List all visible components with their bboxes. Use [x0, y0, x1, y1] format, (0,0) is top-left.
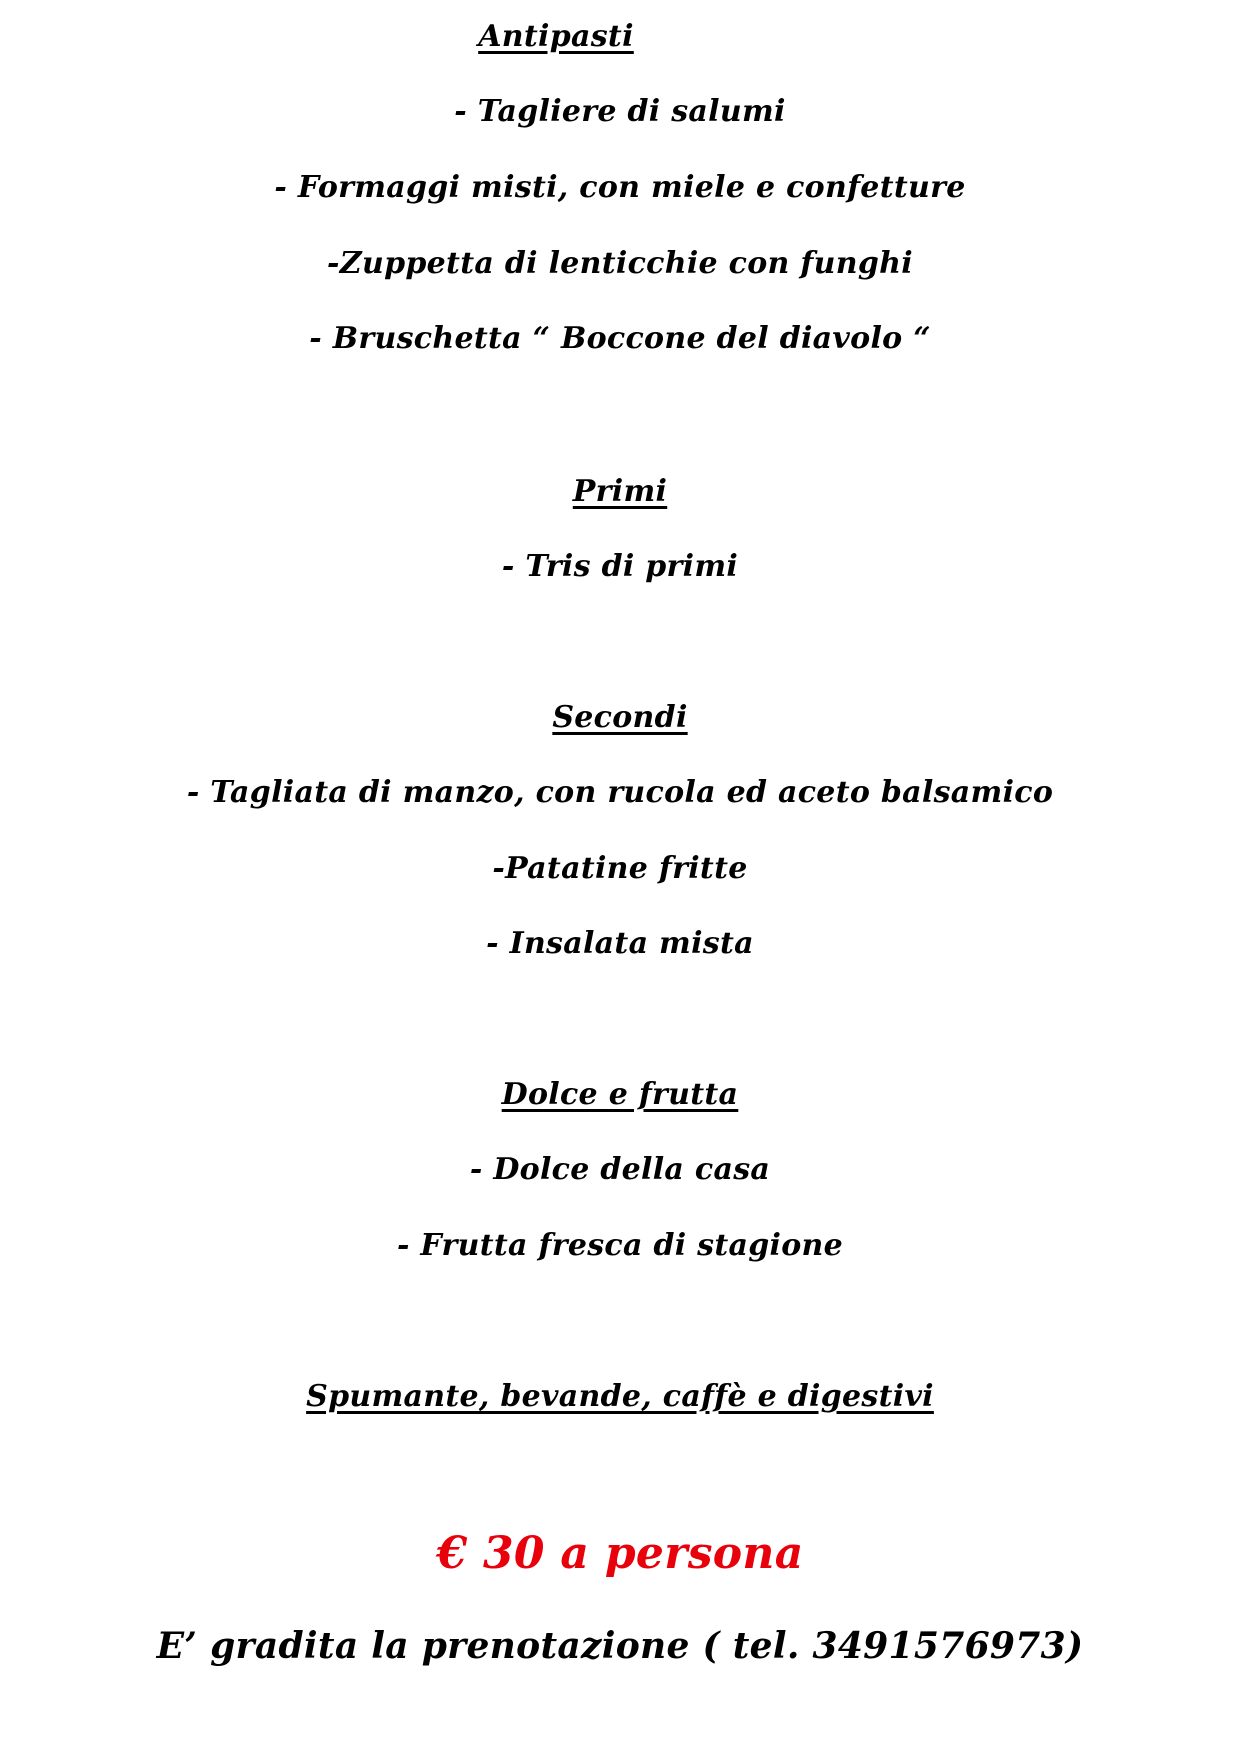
menu-item: -Patatine fritte	[492, 851, 748, 886]
menu-item: - Insalata mista	[486, 926, 754, 961]
price-text: € 30 a persona	[436, 1528, 804, 1579]
menu-item: - Formaggi misti, con miele e confetture	[274, 170, 966, 205]
secondi-heading: Secondi	[552, 700, 688, 735]
primi-heading: Primi	[572, 474, 668, 509]
menu-item: - Frutta fresca di stagione	[396, 1228, 844, 1263]
dolce-heading: Dolce e frutta	[501, 1077, 739, 1112]
bevande-heading: Spumante, bevande, caffè e digestivi	[306, 1379, 934, 1414]
menu-item: - Bruschetta “ Boccone del diavolo “	[309, 321, 931, 356]
menu-item: - Tagliata di manzo, con rucola ed aceto balsamico	[186, 775, 1054, 810]
menu-item: - Tagliere di salumi	[454, 94, 786, 129]
menu-item: -Zuppetta di lenticchie con funghi	[327, 246, 913, 281]
reservation-text: E’ gradita la prenotazione ( tel. 3491576973)	[156, 1625, 1084, 1667]
menu-item: - Tris di primi	[501, 549, 739, 584]
antipasti-heading: Antipasti	[478, 19, 634, 54]
menu-item: - Dolce della casa	[469, 1152, 771, 1187]
